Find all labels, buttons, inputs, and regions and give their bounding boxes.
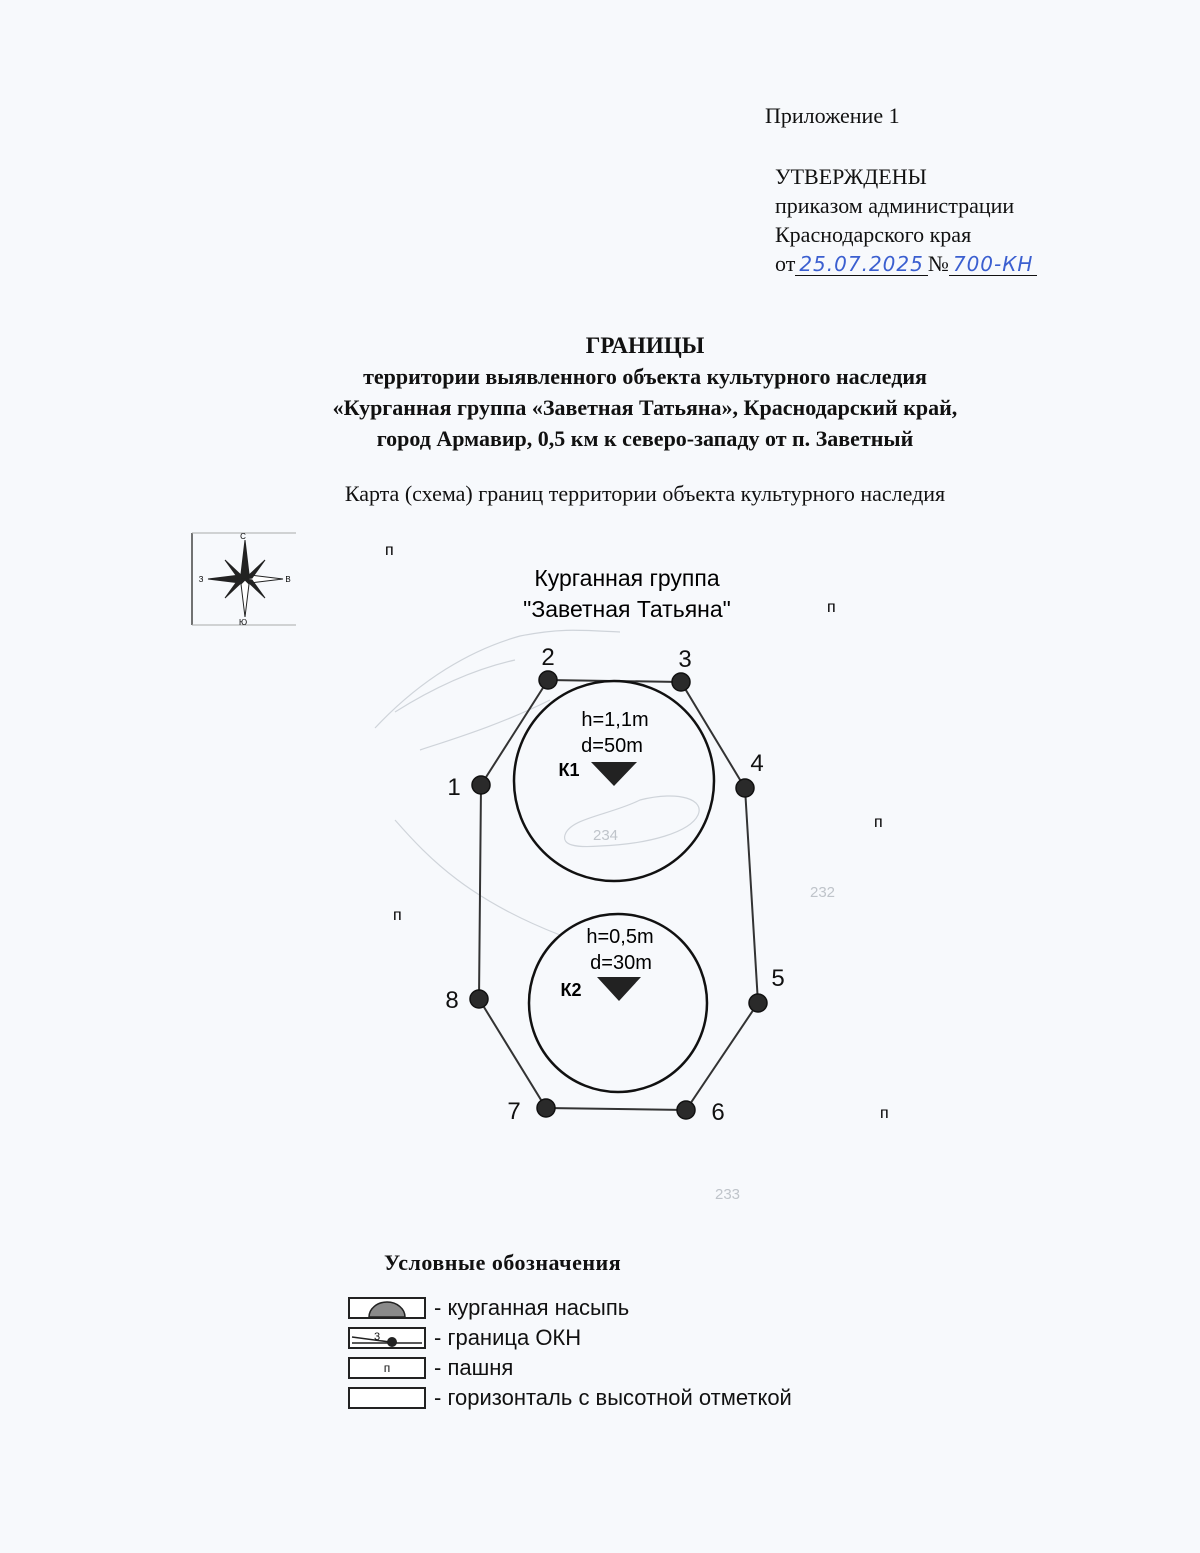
mound-k1-marker-icon	[591, 762, 637, 786]
date-prefix: от	[775, 251, 796, 276]
group-title-line-2: "Заветная Татьяна"	[523, 596, 731, 622]
boundary-point-6	[677, 1101, 695, 1119]
boundary-point-label-3: 3	[678, 646, 692, 673]
mound-icon	[348, 1297, 426, 1319]
mound-k2-label: К2	[560, 980, 582, 1000]
boundary-point-3	[672, 673, 690, 691]
title-heading: ГРАНИЦЫ	[585, 333, 705, 358]
legend-item-contour	[348, 1385, 792, 1411]
mound-k2-marker-icon	[597, 977, 641, 1001]
title-line-2: «Курганная группа «Заветная Татьяна», Краснодарский край,	[332, 395, 958, 420]
date-value: 25.07.2025	[795, 253, 928, 276]
contour-label-233: 233	[715, 1186, 741, 1203]
contour-label-234: 234	[593, 827, 619, 844]
mound-k1-label: К1	[558, 760, 580, 780]
legend-text-contour: - горизонталь с высотной отметкой	[434, 1385, 792, 1410]
title-line-3: город Армавир, 0,5 км к северо-западу от п. Заветный	[376, 426, 914, 451]
mound-k1-height: h=1,1m	[581, 709, 649, 731]
compass-south: Ю	[238, 618, 248, 627]
region-label: Краснодарского края	[775, 222, 972, 247]
legend-item-field	[348, 1355, 513, 1381]
mound-k1-diameter: d=50m	[581, 735, 643, 757]
mound-k2-height: h=0,5m	[586, 926, 654, 948]
field-mark: п	[880, 1105, 889, 1122]
mound-k1	[514, 681, 714, 881]
field-mark: п	[385, 542, 394, 559]
map-subtitle: Карта (схема) границ территории объекта культурного наследия	[344, 481, 946, 506]
field-mark: п	[393, 907, 402, 924]
number-prefix: №	[927, 251, 949, 276]
legend-text-field: - пашня	[434, 1355, 514, 1380]
contour-lines	[375, 630, 699, 935]
field-icon-sample: п	[383, 1361, 391, 1375]
boundary-point-label-5: 5	[771, 965, 785, 992]
legend-item-mound	[348, 1295, 629, 1321]
group-title-line-1: Курганная группа	[534, 565, 720, 591]
compass-west: З	[198, 575, 204, 584]
approved-label: УТВЕРЖДЕНЫ	[775, 164, 927, 189]
boundary-point-7	[537, 1099, 555, 1117]
boundary-point-label-2: 2	[541, 644, 555, 671]
compass-rose	[192, 532, 296, 627]
field-mark: п	[874, 814, 883, 831]
contour-icon	[348, 1387, 426, 1409]
boundary-icon	[348, 1327, 426, 1349]
boundary-point-2	[539, 671, 557, 689]
contour-label-232: 232	[810, 884, 836, 901]
boundary-point-1	[472, 776, 490, 794]
title-line-1: территории выявленного объекта культурного наследия	[363, 364, 927, 389]
compass-north: С	[240, 532, 246, 541]
mound-k2	[529, 914, 707, 1092]
legend-text-boundary: - граница ОКН	[434, 1325, 582, 1350]
order-number: 700-КН	[949, 253, 1038, 276]
boundary-point-label-6: 6	[711, 1099, 725, 1126]
mound-k2-diameter: d=30m	[590, 952, 652, 974]
boundary-point-4	[736, 779, 754, 797]
boundary-point-8	[470, 990, 488, 1008]
field-icon	[348, 1357, 426, 1379]
order-label: приказом администрации	[775, 193, 1015, 218]
compass-east: В	[285, 575, 291, 584]
appendix-label: Приложение 1	[765, 103, 900, 128]
boundary-icon-sample: 3	[374, 1331, 381, 1343]
boundary-point-label-7: 7	[507, 1098, 521, 1125]
compass-icon	[208, 540, 283, 617]
legend-text-mound: - курганная насыпь	[434, 1295, 630, 1320]
boundary-point-label-4: 4	[750, 750, 764, 777]
boundary-point-label-1: 1	[447, 774, 461, 801]
boundary-point-label-8: 8	[445, 987, 459, 1014]
field-mark: п	[827, 599, 836, 616]
legend-item-boundary	[348, 1325, 581, 1351]
boundary-point-5	[749, 994, 767, 1012]
legend-title: Условные обозначения	[384, 1250, 622, 1275]
